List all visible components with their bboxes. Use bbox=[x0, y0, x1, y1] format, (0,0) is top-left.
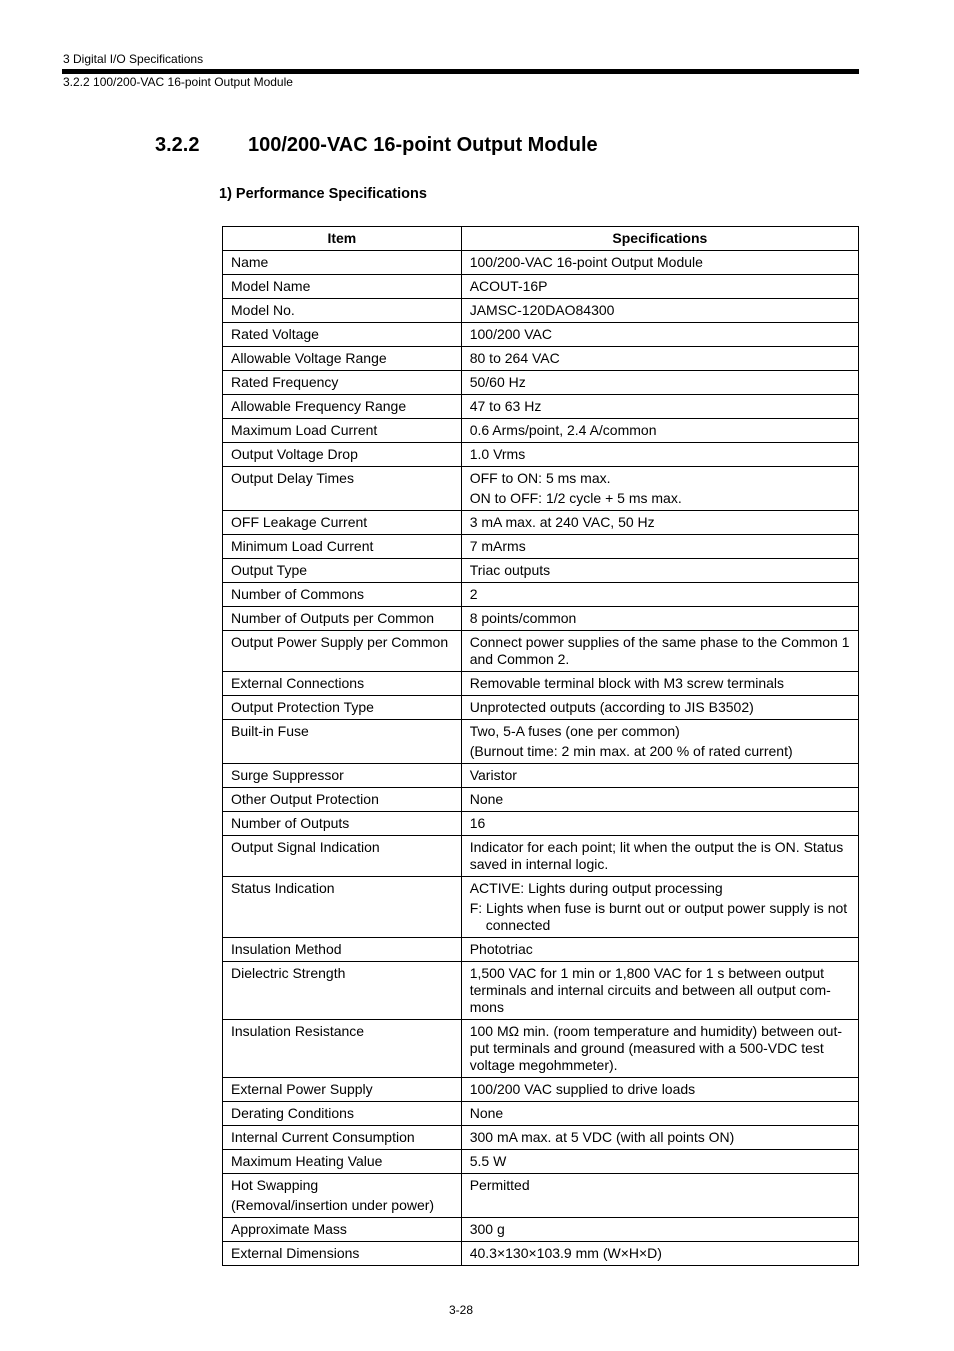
item-cell-line: Internal Current Consumption bbox=[231, 1129, 415, 1145]
spec-cell bbox=[461, 1174, 858, 1218]
item-cell-line: Output Protection Type bbox=[231, 699, 374, 715]
subsection-heading: 1) Performance Specifications bbox=[219, 186, 427, 202]
spec-cell-line: 300 mA max. at 5 VDC (with all points ON) bbox=[469, 1129, 735, 1145]
table-row bbox=[223, 1150, 859, 1174]
page-number: 3-28 bbox=[448, 1303, 474, 1317]
item-cell bbox=[223, 299, 462, 323]
column-header-item: Item bbox=[223, 227, 462, 251]
item-cell bbox=[223, 395, 462, 419]
table-row bbox=[223, 836, 859, 877]
item-cell bbox=[223, 511, 462, 535]
spec-cell-line: 3 mA max. at 240 VAC, 50 Hz bbox=[469, 514, 655, 530]
table-row bbox=[223, 1126, 859, 1150]
item-cell bbox=[223, 559, 462, 583]
spec-cell-line: None bbox=[469, 1105, 504, 1121]
header-rule bbox=[62, 69, 859, 74]
item-cell bbox=[223, 1126, 462, 1150]
item-cell-line: Output Type bbox=[231, 562, 308, 578]
spec-cell bbox=[461, 672, 858, 696]
table-row bbox=[223, 559, 859, 583]
item-cell bbox=[223, 764, 462, 788]
spec-cell bbox=[461, 788, 858, 812]
spec-cell bbox=[461, 443, 858, 467]
item-cell bbox=[223, 631, 462, 672]
performance-spec-table bbox=[222, 226, 859, 1266]
spec-cell bbox=[461, 1150, 858, 1174]
spec-cell-line: F: Lights when fuse is burnt out or output power supply is not connected bbox=[469, 900, 848, 933]
table-row bbox=[223, 1020, 859, 1078]
item-cell bbox=[223, 1102, 462, 1126]
section-title: 100/200-VAC 16-point Output Module bbox=[248, 134, 598, 156]
spec-cell bbox=[461, 1218, 858, 1242]
spec-cell bbox=[461, 962, 858, 1020]
spec-cell-line: 5.5 W bbox=[469, 1153, 507, 1169]
item-cell bbox=[223, 1150, 462, 1174]
spec-cell-line: 1,500 VAC for 1 min or 1,800 VAC for 1 s between output terminals and internal circuits and between all output com-mons bbox=[469, 965, 831, 1015]
spec-cell bbox=[461, 1078, 858, 1102]
item-cell bbox=[223, 251, 462, 275]
table-row bbox=[223, 395, 859, 419]
spec-cell bbox=[461, 607, 858, 631]
item-cell bbox=[223, 583, 462, 607]
spec-cell bbox=[461, 299, 858, 323]
spec-cell-line: 100 MΩ min. (room temperature and humidity) between out-put terminals and ground (measured with a 500-VDC test voltage megohmmeter). bbox=[469, 1023, 843, 1073]
item-cell bbox=[223, 1078, 462, 1102]
item-cell bbox=[223, 1020, 462, 1078]
item-cell-line: External Dimensions bbox=[231, 1245, 360, 1261]
table-row bbox=[223, 443, 859, 467]
spec-cell bbox=[461, 583, 858, 607]
item-cell-line: Hot Swapping bbox=[231, 1177, 319, 1193]
spec-cell bbox=[461, 419, 858, 443]
table-row bbox=[223, 251, 859, 275]
table-row bbox=[223, 583, 859, 607]
table-header-row bbox=[223, 227, 859, 251]
item-cell-line: Output Delay Times bbox=[231, 470, 354, 486]
item-cell-line: Model No. bbox=[231, 302, 295, 318]
spec-cell bbox=[461, 696, 858, 720]
spec-cell bbox=[461, 631, 858, 672]
table-row bbox=[223, 812, 859, 836]
spec-cell bbox=[461, 347, 858, 371]
section-number: 3.2.2 bbox=[155, 134, 200, 156]
item-cell-line: Insulation Method bbox=[231, 941, 342, 957]
table-row bbox=[223, 511, 859, 535]
spec-cell-line: ACOUT-16P bbox=[469, 278, 548, 294]
running-header-chapter: 3 Digital I/O Specifications bbox=[63, 52, 204, 66]
item-cell-line: OFF Leakage Current bbox=[231, 514, 368, 530]
spec-cell-line: Varistor bbox=[469, 767, 517, 783]
item-cell bbox=[223, 938, 462, 962]
spec-cell bbox=[461, 720, 858, 764]
item-cell bbox=[223, 672, 462, 696]
item-cell-line: External Power Supply bbox=[231, 1081, 373, 1097]
item-cell-line: Surge Suppressor bbox=[231, 767, 344, 783]
spec-cell-line: 100/200-VAC 16-point Output Module bbox=[469, 254, 703, 270]
table-row bbox=[223, 1218, 859, 1242]
item-cell-line: Output Voltage Drop bbox=[231, 446, 358, 462]
table-row bbox=[223, 371, 859, 395]
table-row bbox=[223, 1078, 859, 1102]
spec-cell bbox=[461, 1126, 858, 1150]
item-cell-line: Model Name bbox=[231, 278, 311, 294]
item-cell-line: Maximum Load Current bbox=[231, 422, 378, 438]
spec-cell-line: Unprotected outputs (according to JIS B3502) bbox=[469, 699, 754, 715]
table-row bbox=[223, 299, 859, 323]
spec-cell bbox=[461, 1102, 858, 1126]
spec-cell-line: Indicator for each point; lit when the output the is ON. Status saved in internal logic. bbox=[469, 839, 844, 872]
spec-cell-line: 100/200 VAC bbox=[469, 326, 552, 342]
spec-cell-line: 0.6 Arms/point, 2.4 A/common bbox=[469, 422, 657, 438]
item-cell bbox=[223, 443, 462, 467]
spec-cell bbox=[461, 511, 858, 535]
item-cell-line: Status Indication bbox=[231, 880, 335, 896]
table-row bbox=[223, 764, 859, 788]
table-row bbox=[223, 1242, 859, 1266]
item-cell bbox=[223, 1174, 462, 1218]
item-cell-line: Minimum Load Current bbox=[231, 538, 374, 554]
table-row bbox=[223, 1174, 859, 1218]
item-cell bbox=[223, 535, 462, 559]
running-header-section: 3.2.2 100/200-VAC 16-point Output Module bbox=[63, 75, 293, 89]
table-row bbox=[223, 672, 859, 696]
spec-cell bbox=[461, 395, 858, 419]
table-row bbox=[223, 467, 859, 511]
item-cell bbox=[223, 720, 462, 764]
column-header-specifications: Specifications bbox=[461, 227, 858, 251]
item-cell bbox=[223, 788, 462, 812]
table-row bbox=[223, 275, 859, 299]
spec-cell bbox=[461, 1242, 858, 1266]
item-cell-line: Output Power Supply per Common bbox=[231, 634, 449, 650]
item-cell bbox=[223, 836, 462, 877]
item-cell-line: Allowable Voltage Range bbox=[231, 350, 387, 366]
spec-cell-line: Two, 5-A fuses (one per common) bbox=[469, 723, 680, 739]
item-cell-line: Dielectric Strength bbox=[231, 965, 346, 981]
item-cell-line: Approximate Mass bbox=[231, 1221, 347, 1237]
spec-cell-line: Permitted bbox=[469, 1177, 530, 1193]
item-cell-line: Derating Conditions bbox=[231, 1105, 354, 1121]
item-cell-line: Number of Outputs bbox=[231, 815, 350, 831]
spec-cell bbox=[461, 467, 858, 511]
item-cell bbox=[223, 696, 462, 720]
table-row bbox=[223, 347, 859, 371]
spec-cell-line: 50/60 Hz bbox=[469, 374, 526, 390]
table-row bbox=[223, 1102, 859, 1126]
spec-cell bbox=[461, 559, 858, 583]
spec-cell-line: 80 to 264 VAC bbox=[469, 350, 560, 366]
spec-cell-line: ACTIVE: Lights during output processing bbox=[469, 880, 723, 896]
item-cell-line: Rated Voltage bbox=[231, 326, 319, 342]
item-cell bbox=[223, 323, 462, 347]
spec-cell bbox=[461, 812, 858, 836]
spec-cell-line: 8 points/common bbox=[469, 610, 577, 626]
spec-cell-line: Phototriac bbox=[469, 941, 533, 957]
item-cell-line: Rated Frequency bbox=[231, 374, 339, 390]
spec-cell-line: JAMSC-120DAO84300 bbox=[469, 302, 615, 318]
section-heading bbox=[155, 134, 598, 157]
spec-cell-line: 47 to 63 Hz bbox=[469, 398, 542, 414]
item-cell bbox=[223, 962, 462, 1020]
table-row bbox=[223, 419, 859, 443]
item-cell-line: Other Output Protection bbox=[231, 791, 379, 807]
spec-cell bbox=[461, 877, 858, 938]
table-row bbox=[223, 962, 859, 1020]
spec-cell bbox=[461, 323, 858, 347]
table-row bbox=[223, 323, 859, 347]
table-row bbox=[223, 877, 859, 938]
item-cell-line: External Connections bbox=[231, 675, 365, 691]
spec-cell bbox=[461, 371, 858, 395]
item-cell-line: Name bbox=[231, 254, 269, 270]
item-cell bbox=[223, 877, 462, 938]
table-body bbox=[223, 251, 859, 1266]
spec-cell-line: Removable terminal block with M3 screw terminals bbox=[469, 675, 785, 691]
spec-cell-line: 300 g bbox=[469, 1221, 505, 1237]
item-cell-line: Number of Outputs per Common bbox=[231, 610, 435, 626]
item-cell-line: Number of Commons bbox=[231, 586, 365, 602]
spec-cell-line: 2 bbox=[469, 586, 478, 602]
item-cell bbox=[223, 347, 462, 371]
item-cell-line: Maximum Heating Value bbox=[231, 1153, 383, 1169]
spec-cell bbox=[461, 836, 858, 877]
item-cell-line: (Removal/insertion under power) bbox=[231, 1197, 435, 1213]
spec-cell bbox=[461, 938, 858, 962]
spec-cell-line: 7 mArms bbox=[469, 538, 526, 554]
table-row bbox=[223, 631, 859, 672]
item-cell bbox=[223, 371, 462, 395]
spec-cell bbox=[461, 535, 858, 559]
item-cell bbox=[223, 419, 462, 443]
table-row bbox=[223, 788, 859, 812]
spec-cell bbox=[461, 251, 858, 275]
table-row bbox=[223, 607, 859, 631]
spec-cell bbox=[461, 275, 858, 299]
table-row bbox=[223, 720, 859, 764]
spec-cell-line: None bbox=[469, 791, 504, 807]
spec-cell-line: (Burnout time: 2 min max. at 200 % of rated current) bbox=[469, 743, 793, 759]
item-cell bbox=[223, 1218, 462, 1242]
item-cell-line: Insulation Resistance bbox=[231, 1023, 365, 1039]
item-cell bbox=[223, 275, 462, 299]
item-cell-line: Output Signal Indication bbox=[231, 839, 380, 855]
table-row bbox=[223, 938, 859, 962]
spec-cell-line: 100/200 VAC supplied to drive loads bbox=[469, 1081, 696, 1097]
spec-cell-line: 40.3×130×103.9 mm (W×H×D) bbox=[469, 1245, 662, 1261]
item-cell-line: Allowable Frequency Range bbox=[231, 398, 407, 414]
item-cell bbox=[223, 1242, 462, 1266]
spec-cell bbox=[461, 764, 858, 788]
spec-cell-line: 1.0 Vrms bbox=[469, 446, 526, 462]
spec-cell-line: 16 bbox=[469, 815, 486, 831]
item-cell bbox=[223, 812, 462, 836]
item-cell bbox=[223, 607, 462, 631]
spec-cell-line: OFF to ON: 5 ms max. bbox=[469, 470, 611, 486]
table-row bbox=[223, 535, 859, 559]
item-cell bbox=[223, 467, 462, 511]
spec-cell bbox=[461, 1020, 858, 1078]
spec-cell-line: Connect power supplies of the same phase to the Common 1 and Common 2. bbox=[469, 634, 850, 667]
table-row bbox=[223, 696, 859, 720]
spec-cell-line: Triac outputs bbox=[469, 562, 551, 578]
item-cell-line: Built-in Fuse bbox=[231, 723, 309, 739]
spec-cell-line: ON to OFF: 1/2 cycle + 5 ms max. bbox=[469, 490, 682, 506]
